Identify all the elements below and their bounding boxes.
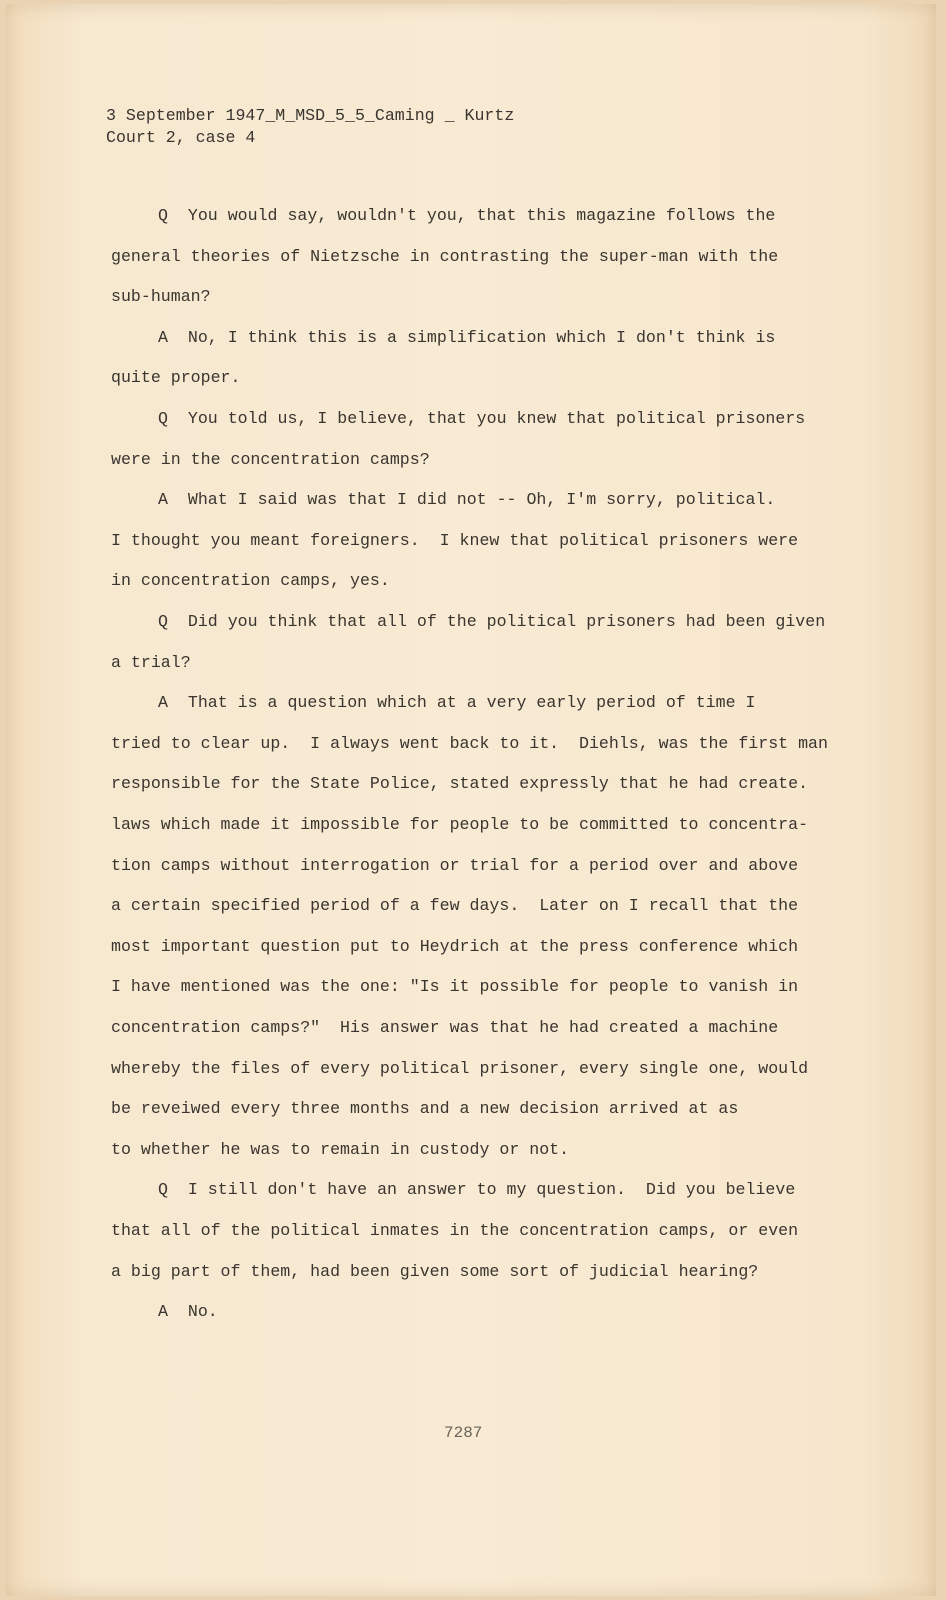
transcript-line: a trial? [111,652,191,672]
page-number: 7287 [444,1424,483,1442]
transcript-line: tion camps without interrogation or trial for a period over and above [111,855,799,875]
transcript-line: laws which made it impossible for people to be committed to concentra- [111,815,809,834]
transcript-line: responsible for the State Police, stated expressly that he had create. [111,774,809,794]
document-page [6,4,936,1596]
transcript-line: to whether he was to remain in custody or not. [111,1139,570,1159]
transcript-line: in concentration camps, yes. [111,571,390,591]
transcript-line: Q Did you think that all of the political prisoners had been given [158,612,826,631]
transcript-line: I have mentioned was the one: "Is it possible for people to vanish in [111,977,799,997]
header-line-court: Court 2, case 4 [106,128,256,147]
transcript-line: A No, I think this is a simplification which I don't think is [158,327,776,347]
transcript-line: Q I still don't have an answer to my question. Did you believe [158,1180,796,1200]
transcript-line: quite proper. [111,368,241,388]
transcript-line: that all of the political inmates in the concentration camps, or even [111,1221,799,1240]
transcript-line: most important question put to Heydrich at the press conference which [111,936,799,956]
transcript-line: a big part of them, had been given some sort of judicial hearing? [111,1261,759,1281]
header-line-date-case: 3 September 1947_M_MSD_5_5_Caming _ Kurtz [106,106,515,125]
transcript-line: A That is a question which at a very early period of time I [158,693,756,713]
transcript-line: whereby the files of every political prisoner, every single one, would [111,1058,809,1078]
transcript-line: sub-human? [111,287,211,307]
transcript-line: concentration camps?" His answer was that he had created a machine [111,1018,779,1037]
transcript-line: A No. [158,1302,218,1322]
transcript-line: be reveiwed every three months and a new decision arrived at as [111,1099,739,1119]
transcript-line: A What I said was that I did not -- Oh, I'm sorry, political. [158,490,776,510]
transcript-line: were in the concentration camps? [111,449,430,469]
transcript-line: Q You told us, I believe, that you knew that political prisoners [158,409,806,428]
transcript-line: I thought you meant foreigners. I knew that political prisoners were [111,530,799,550]
transcript-line: Q You would say, wouldn't you, that this magazine follows the [158,206,776,225]
transcript-line: general theories of Nietzsche in contrasting the super-man with the [111,246,779,266]
transcript-line: tried to clear up. I always went back to it. Diehls, was the first man [111,733,828,753]
transcript-line: a certain specified period of a few days. Later on I recall that the [111,896,799,916]
